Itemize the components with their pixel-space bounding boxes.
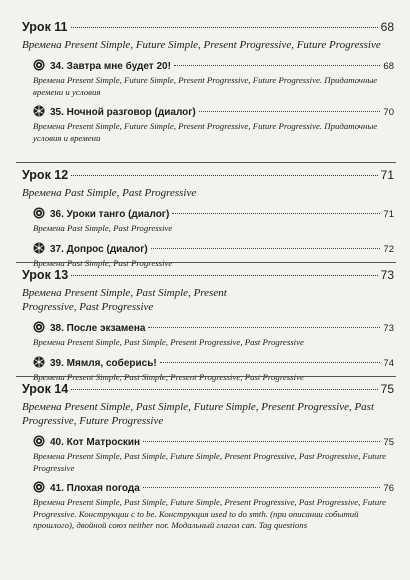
leader-dots xyxy=(71,275,377,276)
disc-icon xyxy=(33,481,45,493)
item-page-number: 70 xyxy=(383,107,394,118)
lesson-title: Урок 12 xyxy=(22,168,69,182)
toc-item[interactable] xyxy=(33,479,394,532)
toc-item[interactable] xyxy=(33,205,394,235)
toc-item[interactable] xyxy=(33,354,394,384)
item-page-number: 75 xyxy=(383,437,394,448)
lesson-header[interactable] xyxy=(22,20,394,35)
item-description: Времена Present Simple, Future Simple, Present Progressive, Future Progressive. Придаточные времени и условия xyxy=(33,75,378,97)
leader-dots xyxy=(174,65,381,66)
lesson-page-number: 73 xyxy=(380,268,394,282)
lesson-page-number: 75 xyxy=(380,382,394,396)
section-divider xyxy=(16,162,396,163)
leader-dots xyxy=(71,27,378,28)
item-title: 40. Кот Матроскин xyxy=(50,437,141,448)
disc-icon xyxy=(33,59,45,71)
spiral-icon xyxy=(33,242,45,254)
leader-dots xyxy=(143,441,380,442)
item-page-number: 76 xyxy=(383,483,394,494)
section-divider xyxy=(16,376,396,377)
lesson-header[interactable] xyxy=(22,268,394,283)
toc-item[interactable] xyxy=(33,240,394,270)
item-title: 35. Ночной разговор (диалог) xyxy=(50,107,196,118)
lesson-title: Урок 14 xyxy=(22,382,69,396)
spiral-icon xyxy=(33,105,45,117)
leader-dots xyxy=(199,111,381,112)
item-page-number: 68 xyxy=(383,61,394,72)
lesson-13 xyxy=(22,268,394,383)
item-page-number: 74 xyxy=(383,357,394,369)
spiral-icon xyxy=(33,356,45,368)
disc-icon xyxy=(33,435,45,447)
leader-dots xyxy=(71,175,377,176)
lesson-title: Урок 13 xyxy=(22,268,69,282)
lesson-12 xyxy=(22,168,394,269)
lesson-header[interactable] xyxy=(22,168,394,183)
item-description: Времена Present Simple, Past Simple, Future Simple, Present Progressive, Past Progressive, Future Progressive. Конструкции с to be. Конструкция used to do smth. (при описании событий прошлого), двойной союз neither nor. Модальный глагол can. Tag questions xyxy=(33,497,387,530)
lesson-subtitle: Времена Present Simple, Future Simple, Present Progressive, Future Progressive xyxy=(22,39,381,51)
item-description: Времена Past Simple, Past Progressive xyxy=(33,257,173,268)
disc-icon xyxy=(33,207,45,219)
item-title: 37. Допрос (диалог) xyxy=(50,243,148,255)
leader-dots xyxy=(151,248,381,249)
item-description: Времена Present Simple, Past Simple, Present Progressive, Past Progressive xyxy=(33,337,304,347)
item-page-number: 71 xyxy=(383,209,394,220)
lesson-subtitle: Времена Past Simple, Past Progressive xyxy=(22,187,197,199)
item-page-number: 72 xyxy=(383,243,394,255)
leader-dots xyxy=(143,487,381,488)
toc-item[interactable] xyxy=(33,57,394,98)
lesson-title: Урок 11 xyxy=(22,20,68,34)
lesson-subtitle: Времена Present Simple, Past Simple, Present Progressive, Past Progressive xyxy=(22,287,227,313)
lesson-page-number: 71 xyxy=(380,168,394,182)
lesson-subtitle: Времена Present Simple, Past Simple, Future Simple, Present Progressive, Past Progressive, Future Progressive xyxy=(22,401,375,427)
lesson-14 xyxy=(22,382,394,532)
item-description: Времена Past Simple, Past Progressive xyxy=(33,223,173,233)
leader-dots xyxy=(160,362,381,363)
section-divider xyxy=(16,262,396,263)
lesson-header[interactable] xyxy=(22,382,394,397)
item-description: Времена Present Simple, Past Simple, Future Simple, Present Progressive, Past Progressive, Future Progressive xyxy=(33,451,387,473)
leader-dots xyxy=(71,389,377,390)
toc-item[interactable] xyxy=(33,433,394,474)
lesson-page-number: 68 xyxy=(380,20,394,34)
item-description: Времена Present Simple, Future Simple, Present Progressive, Future Progressive. Придаточные условия и времени xyxy=(33,121,378,143)
item-description: Времена Present Simple, Past Simple, Present Progressive, Past Progressive xyxy=(33,371,304,382)
item-title: 39. Мямля, соберись! xyxy=(50,357,157,369)
leader-dots xyxy=(172,213,380,214)
item-title: 41. Плохая погода xyxy=(50,483,140,494)
item-title: 36. Уроки танго (диалог) xyxy=(50,209,170,220)
disc-icon xyxy=(33,321,45,333)
item-page-number: 73 xyxy=(383,323,394,334)
leader-dots xyxy=(148,327,380,328)
toc-item[interactable] xyxy=(33,319,394,349)
item-title: 34. Завтра мне будет 20! xyxy=(50,61,171,72)
toc-item[interactable] xyxy=(33,103,394,144)
lesson-11 xyxy=(22,20,394,144)
item-title: 38. После экзамена xyxy=(50,323,146,334)
